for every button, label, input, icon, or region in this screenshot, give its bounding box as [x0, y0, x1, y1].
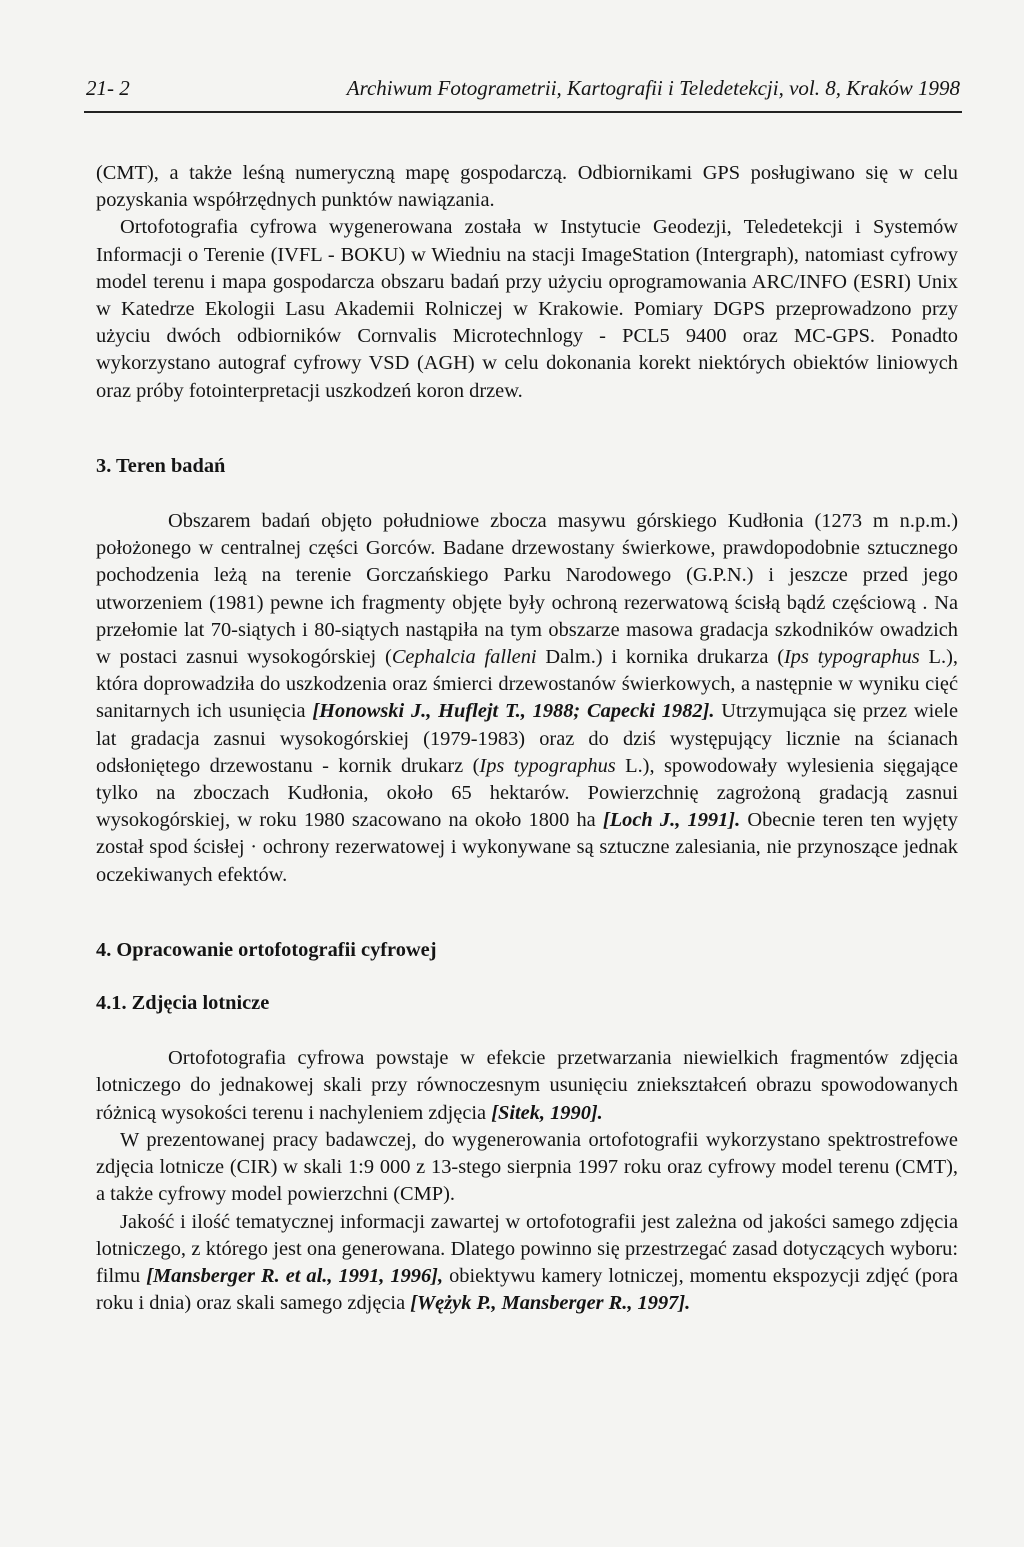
citation: [Honowski J., Huflejt T., 1988; Capecki 1982].	[312, 700, 715, 723]
journal-title: Archiwum Fotogrametrii, Kartografii i Teledetekcji, vol. 8, Kraków 1998	[346, 76, 960, 100]
citation: [Loch J., 1991].	[602, 809, 741, 832]
header-rule	[84, 111, 962, 113]
section-4-1-heading: 4.1. Zdjęcia lotnicze	[96, 992, 270, 1015]
citation: [Sitek, 1990].	[491, 1101, 603, 1124]
paragraph-4: Ortofotografia cyfrowa powstaje w efekcie przetwarzania niewielkich fragmentów zdjęcia lotniczego do jednakowej skali przy równoczesnym usunięciu zniekształceń obrazu spowodowanych różnicą wysokości terenu i nachyleniem zdjęcia [Sitek, 1990].	[96, 1047, 958, 1124]
section-4-heading: 4. Opracowanie ortofotografii cyfrowej	[96, 938, 437, 961]
paragraph-3: Obszarem badań objęto południowe zbocza masywu górskiego Kudłonia (1273 m n.p.m.) położonego w centralnej części Gorców. Badane drzewostany świerkowe, prawdopodobnie sztucznego pochodzenia leżą na terenie Gorczańskiego Parku Narodowego (G.P.N.) i jeszcze przed jego utworzeniem (1981) pewne ich fragmenty objęte były ochroną rezerwatową ścisłą bądź częściową . Na przełomie lat 70-siątych i 80-siątych nastąpiła na tym obszarze masowa gradacja szkodników owadzich w postaci zasnui wysokogórskiej (Cephalcia falleni Dalm.) i kornika drukarza (Ips typographus L.), która doprowadziła do uszkodzenia oraz śmierci drzewostanów świerkowych, a następnie w wyniku cięć sanitarnych ich usunięcia [Honowski J., Huflejt T., 1988; Capecki 1982]. Utrzymująca się przez wiele lat gradacja zasnui wysokogórskiej (1979-1983) oraz do dziś występujący licznie na ścianach odsłoniętego drzewostanu - kornik drukarz (Ips typographus L.), spowodowały wylesienia sięgające tylko na zboczach Kudłonia, około 65 hektarów. Powierzchnię zagrożoną gradacją zasnui wysokogórskiej, w roku 1980 szacowano na około 1800 ha [Loch J., 1991]. Obecnie teren ten wyjęty został spod ścisłej · ochrony rezerwatowej i wykonywane są sztuczne zalesiania, nie przynoszące jednak oczekiwanych efektów.	[96, 510, 959, 886]
citation: [Wężyk P., Mansberger R., 1997].	[410, 1292, 691, 1315]
citation: [Mansberger R. et al., 1991, 1996],	[146, 1264, 444, 1287]
paragraph-6: Jakość i ilość tematycznej informacji zawartej w ortofotografii jest zależna od jakości samego zdjęcia lotniczego, z którego jest ona generowana. Dlatego powinno się przestrzegać zasad dotyczących wyboru: filmu [Mansberger R. et al., 1991, 1996], obiektywu kamery lotniczej, momentu ekspozycji zdjęć (pora roku i dnia) oraz skali samego zdjęcia [Wężyk P., Mansberger R., 1997].	[96, 1210, 958, 1315]
paragraph-1: (CMT), a także leśną numeryczną mapę gospodarczą. Odbiornikami GPS posługiwano się w celu pozyskania współrzędnych punktów nawiązania.	[96, 162, 958, 212]
paragraph-5: W prezentowanej pracy badawczej, do wygenerowania ortofotografii wykorzystano spektrostrefowe zdjęcia lotnicze (CIR) w skali 1:9 000 z 13-stego sierpnia 1997 roku oraz cyfrowy model terenu (CMT), a także cyfrowy model powierzchni (CMP).	[96, 1128, 958, 1206]
paragraph-2: Ortofotografia cyfrowa wygenerowana została w Instytucie Geodezji, Teledetekcji i Systemów Informacji o Terenie (IVFL - BOKU) w Wiedniu na stacji ImageStation (Intergraph), natomiast cyfrowy model terenu i mapa gospodarcza obszaru badań przy użyciu oprogramowania ARC/INFO (ESRI) Unix w Katedrze Ekologii Lasu Akademii Rolniczej w Krakowie. Pomiary DGPS przeprowadzono przy użyciu dwóch odbiorników Cornvalis Microtechnlogy - PCL5 9400 oraz MC-GPS. Ponadto wykorzystano autograf cyfrowy VSD (AGH) w celu dokonania korekt niektórych obiektów liniowych oraz próby fotointerpretacji uszkodzeń koron drzew.	[96, 216, 958, 402]
page-number: 21- 2	[86, 76, 130, 100]
page-body	[96, 160, 958, 1317]
section-3-heading: 3. Teren badań	[96, 454, 226, 477]
running-header	[86, 76, 960, 102]
